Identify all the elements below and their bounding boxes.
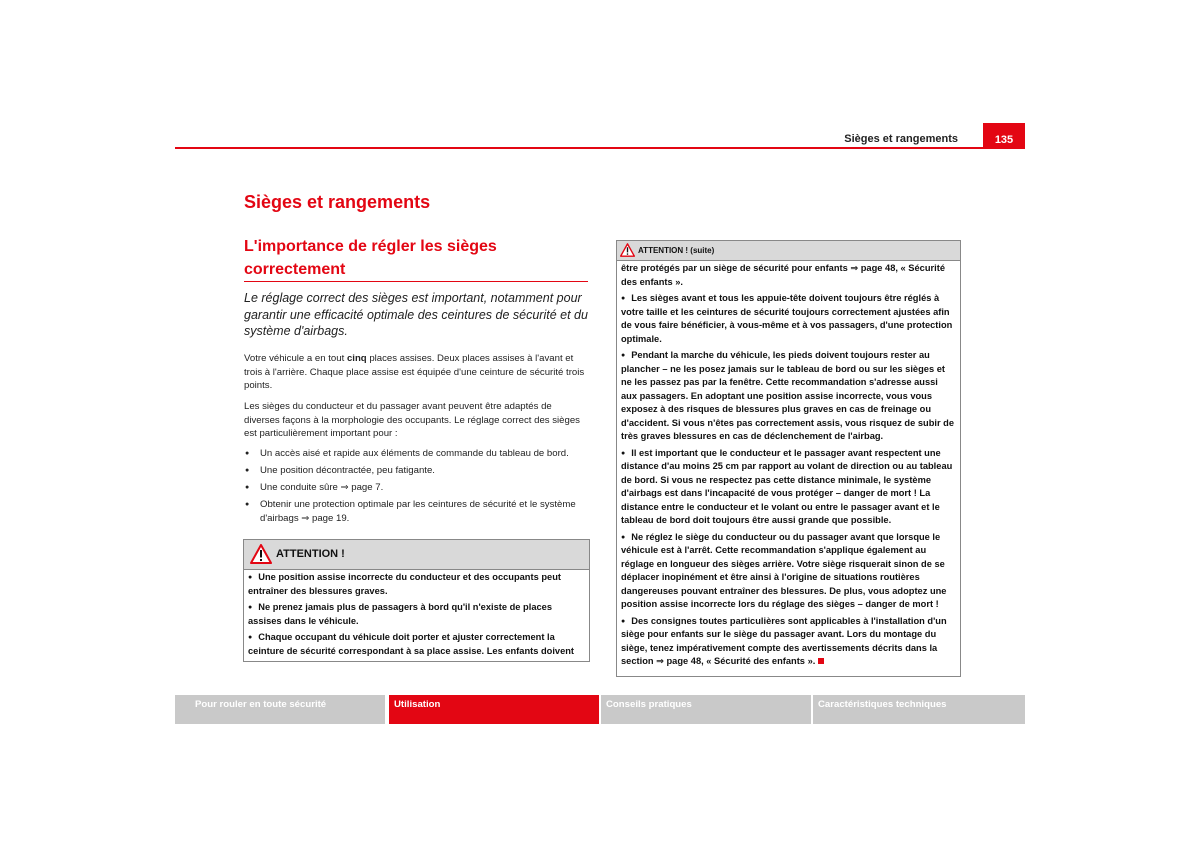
warning-title: ATTENTION ! (suite) bbox=[638, 246, 715, 255]
section-title: L'importance de régler les sièges correctement bbox=[244, 238, 497, 278]
footer-tab-practical-tips[interactable]: Conseils pratiques bbox=[601, 695, 811, 724]
bullet-dot: ● bbox=[621, 533, 626, 541]
list-item: ● Un accès aisé et rapide aux éléments de commande du tableau de bord. bbox=[244, 447, 588, 461]
page-number-badge: 135 bbox=[983, 123, 1025, 149]
warning-item: ● Une position assise incorrecte du conducteur et des occupants peut entraîner des blessures graves. bbox=[248, 572, 561, 596]
footer-tab-operation[interactable]: Utilisation bbox=[389, 695, 599, 724]
bullet-dot: ● bbox=[621, 449, 626, 457]
bullet-dot: ● bbox=[248, 604, 253, 611]
bullet-dot: ● bbox=[621, 295, 626, 302]
end-of-section-mark bbox=[818, 658, 824, 664]
warning-box bbox=[243, 539, 590, 662]
list-item: ● Une conduite sûre ⇒ page 7. bbox=[244, 481, 588, 495]
bullet-dot: ● bbox=[248, 634, 253, 641]
warning-header bbox=[244, 540, 589, 570]
footer-tab-safety[interactable]: Pour rouler en toute sécurité bbox=[175, 695, 385, 724]
benefits-list bbox=[244, 447, 588, 529]
warning-header bbox=[617, 241, 960, 261]
warning-item: ● Ne réglez le siège du conducteur ou du passager avant que lorsque le véhicule est à l'arrêt. Cette recommandation s'applique également au réglage en longueur des sièges arrière. Votre siège risquerait sinon de se déplacer inopinément et être ainsi à l'origine de situations routières dangereuses pouvant entraîner des blessures. De plus, vous adoptez une position assise incorrecte lors du réglage des sièges – danger de mort ! bbox=[621, 531, 947, 609]
chapter-title: Sièges et rangements bbox=[244, 192, 431, 212]
warning-item: ● Ne prenez jamais plus de passagers à bord qu'il n'existe de places assises dans le véhicule. bbox=[248, 602, 553, 626]
warning-triangle-icon bbox=[620, 243, 635, 257]
bullet-dot: ● bbox=[621, 617, 626, 625]
warning-triangle-icon bbox=[250, 544, 272, 564]
footer-tab-technical-data[interactable]: Caractéristiques techniques bbox=[813, 695, 1025, 724]
section-intro: Le réglage correct des sièges est important, notamment pour garantir une efficacité optimale des ceintures de sécurité et du système d'airbags. bbox=[244, 291, 588, 338]
warning-body bbox=[244, 570, 589, 658]
warning-item: ● Chaque occupant du véhicule doit porter et ajuster correctement la ceinture de sécurité correspondant à sa place assise. Les enfants doivent bbox=[248, 632, 575, 656]
list-item: ● Une position décontractée, peu fatigante. bbox=[244, 464, 588, 478]
warning-item: ● Il est important que le conducteur et le passager avant respectent une distance d'au moins 25 cm par rapport au volant de direction ou au tableau de bord. Si vous ne respectez pas cette distance minimale, le système d'airbags est dans l'incapacité de vous protéger – danger de mort ! La distance entre le conducteur et le volant ou entre le passager avant et le tableau de bord doit toujours être aussi grande que possible. bbox=[621, 447, 953, 525]
paragraph-seat-adjustment: Les sièges du conducteur et du passager avant peuvent être adaptés de diverses façons à la morphologie des occupants. Le réglage correct des sièges est particulièrement important pour : bbox=[244, 401, 580, 440]
warning-item: ● Pendant la marche du véhicule, les pieds doivent toujours rester au plancher – ne les posez jamais sur le tableau de bord ou sur les sièges et ne les passez pas par la fenêtre. Cette recommandation s'adresse aussi aux passagers. En adoptant une position assise incorrecte, vous vous exposez à des risques de blessures plus graves en cas de freinage ou d'accident. Si vous n'êtes pas correctement assis, vous risquez de subir de très graves blessures en cas de déclenchement de l'airbag. bbox=[621, 350, 955, 441]
bullet-dot: ● bbox=[621, 352, 626, 359]
running-header-title: Sièges et rangements bbox=[844, 133, 958, 145]
header-rule bbox=[175, 147, 1025, 149]
warning-body bbox=[617, 261, 960, 669]
warning-item: ● Des consignes toutes particulières sont applicables à l'installation d'un siège pour enfants sur le siège du passager avant. Lors du montage du siège, tenez impérativement compte des avertissements décrits dans la section ⇒ page 48, « Sécurité des enfants ». bbox=[621, 615, 947, 666]
bullet-dot: ● bbox=[248, 574, 253, 581]
paragraph-seats-count: Votre véhicule a en tout cinq places assises. Deux places assises à l'avant et trois à l'arrière. Chaque place assise est équipée d'une ceinture de sécurité trois points. bbox=[244, 353, 585, 392]
warning-item: ● Les sièges avant et tous les appuie-tête doivent toujours être réglés à votre taille et les ceintures de sécurité toujours correctement ajustées afin de vous faire bénéficier, à vous-même et à vos passagers, d'une protection optimale. bbox=[621, 293, 953, 344]
list-item: ● Obtenir une protection optimale par les ceintures de sécurité et le système d'airbags ⇒ page 19. bbox=[244, 498, 588, 525]
warning-title: ATTENTION ! bbox=[276, 548, 345, 560]
warning-box-continued bbox=[616, 240, 961, 677]
warning-continuation: être protégés par un siège de sécurité pour enfants ⇒ page 48, « Sécurité des enfants ». bbox=[621, 263, 945, 287]
section-rule bbox=[244, 281, 588, 282]
